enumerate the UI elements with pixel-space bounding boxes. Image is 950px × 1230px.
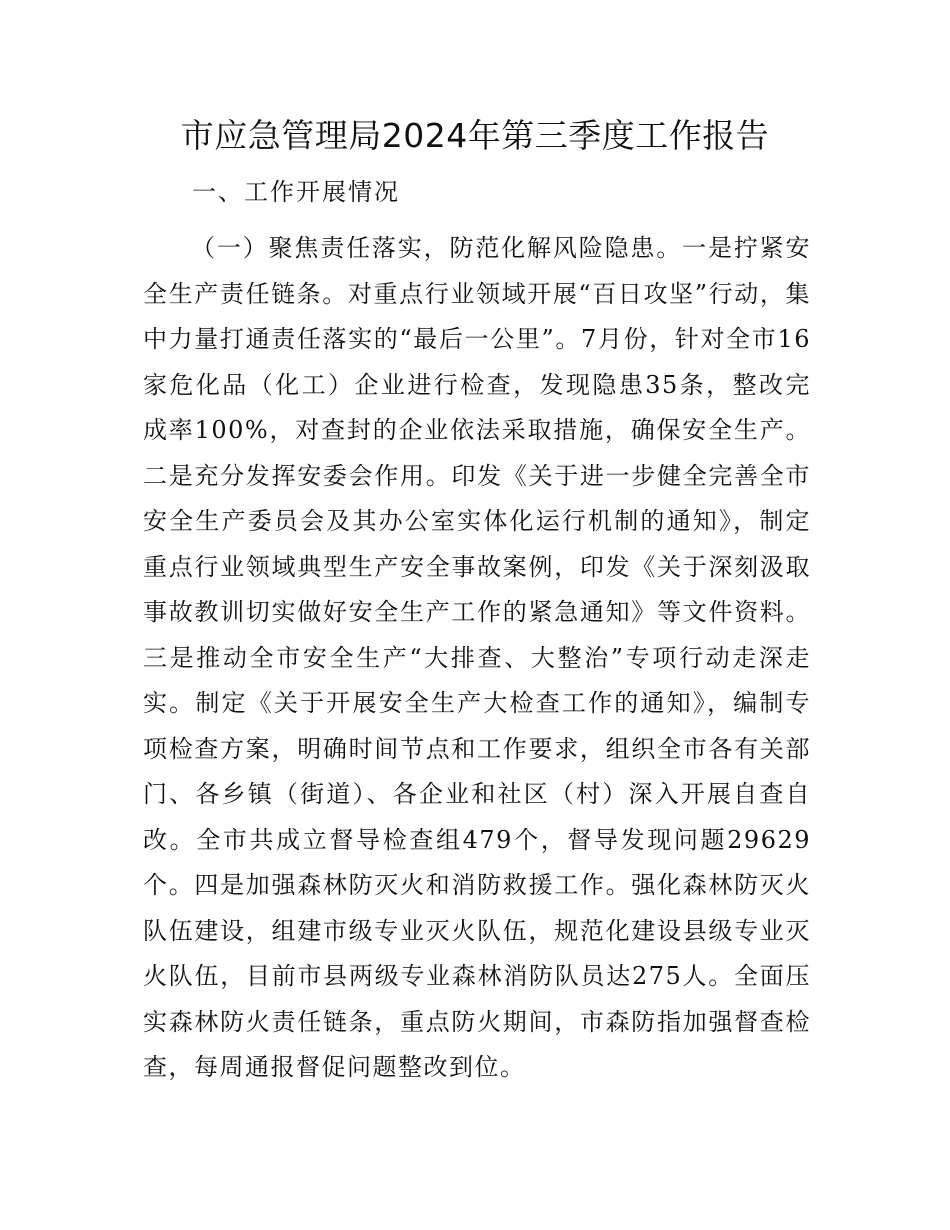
body-paragraph: （一）聚焦责任落实，防范化解风险隐患。一是拧紧安全生产责任链条。对重点行业领域开展“百日攻坚”行动，集中力量打通责任落实的“最后一公里”。7月份，针对全市16家危化品（化工）企业进行检查，发现隐患35条，整改完成率100%，对查封的企业依法采取措施，确保安全生产。二是充分发挥安委会作用。印发《关于进一步健全完善全市安全生产委员会及其办公室实体化运行机制的通知》，制定重点行业领域典型生产安全事故案例，印发《关于深刻汲取事故教训切实做好安全生产工作的紧急通知》等文件资料。三是推动全市安全生产“大排查、大整治”专项行动走深走实。制定《关于开展安全生产大检查工作的通知》，编制专项检查方案，明确时间节点和工作要求，组织全市各有关部门、各乡镇（街道）、各企业和社区（村）深入开展自查自改。全市共成立督导检查组479个，督导发现问题29629个。四是加强森林防灭火和消防救援工作。强化森林防灭火队伍建设，组建市级专业灭火队伍，规范化建设县级专业灭火队伍，目前市县两级专业森林消防队员达275人。全面压实森林防火责任链条，重点防火期间，市森防指加强督查检查，每周通报督促问题整改到位。 [143, 234, 811, 1081]
section-heading: 一、工作开展情况 [192, 178, 400, 206]
document-title: 市应急管理局2024年第三季度工作报告 [180, 116, 770, 155]
